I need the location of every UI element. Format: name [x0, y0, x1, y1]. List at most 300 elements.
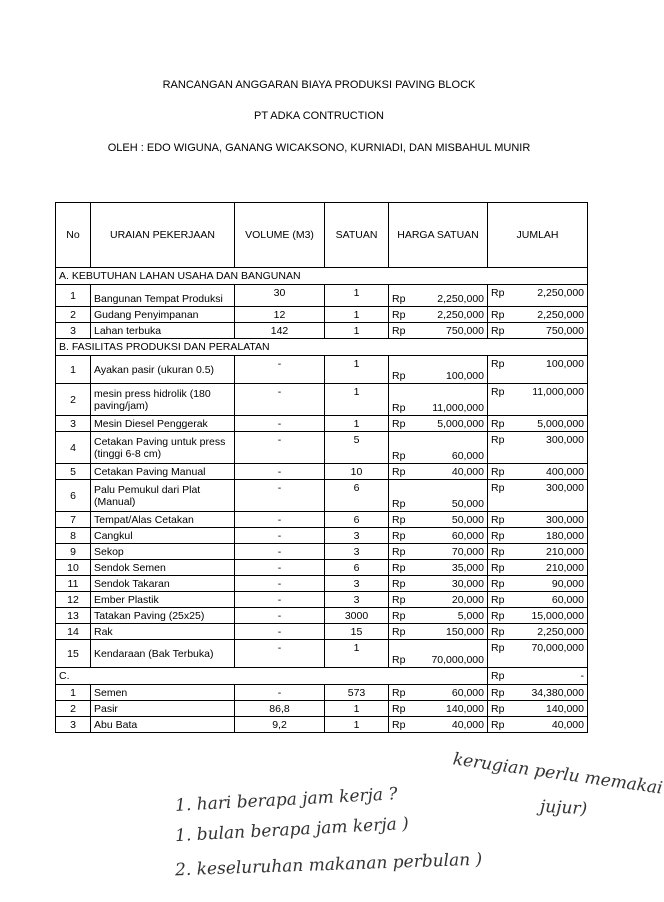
money-cell — [488, 464, 588, 480]
section-row — [56, 268, 588, 285]
money-cell — [488, 480, 588, 512]
money-value — [392, 402, 484, 414]
currency-label: Rp — [392, 465, 406, 478]
row-satuan: 1 — [325, 416, 389, 432]
row-satuan: 5 — [325, 432, 389, 464]
amount: 30,000 — [451, 577, 484, 590]
money-cell — [488, 528, 588, 544]
currency-label: Rp — [491, 670, 505, 682]
currency-label: Rp — [491, 417, 505, 430]
row-volume: 142 — [235, 323, 325, 339]
row-description: Palu Pemukul dari Plat (Manual) — [91, 480, 235, 512]
money-value — [491, 562, 584, 574]
money-cell — [488, 512, 588, 528]
currency-label: Rp — [491, 324, 505, 337]
money-value — [491, 466, 584, 478]
currency-label: Rp — [392, 625, 406, 638]
table-row — [56, 464, 588, 480]
row-satuan: 6 — [325, 512, 389, 528]
row-number: 6 — [56, 480, 91, 512]
row-volume: - — [235, 528, 325, 544]
row-number: 3 — [56, 717, 91, 733]
money-cell — [488, 544, 588, 560]
row-satuan: 6 — [325, 560, 389, 576]
amount: 180,000 — [546, 529, 584, 542]
table-row — [56, 307, 588, 323]
amount: 100,000 — [446, 370, 484, 382]
table-row — [56, 285, 588, 307]
amount: 70,000,000 — [531, 642, 584, 654]
amount: 400,000 — [546, 465, 584, 478]
row-number: 3 — [56, 416, 91, 432]
money-value — [491, 670, 584, 682]
row-satuan: 1 — [325, 356, 389, 384]
column-header: JUMLAH — [488, 203, 588, 268]
row-description: Ember Plastik — [91, 592, 235, 608]
money-value — [491, 719, 584, 731]
table-row — [56, 685, 588, 701]
currency-label: Rp — [491, 386, 505, 398]
amount: 60,000 — [451, 450, 484, 462]
authors-line: OLEH : EDO WIGUNA, GANANG WICAKSONO, KURNIADI, DAN MISBAHUL MUNIR — [107, 142, 531, 154]
amount: 750,000 — [546, 324, 584, 337]
money-value — [491, 482, 584, 494]
row-volume: 9,2 — [235, 717, 325, 733]
table-row — [56, 717, 588, 733]
row-description: Sendok Takaran — [91, 576, 235, 592]
money-value — [491, 530, 584, 542]
currency-label: Rp — [491, 718, 505, 731]
money-cell — [389, 624, 488, 640]
amount: 20,000 — [451, 593, 484, 606]
money-value — [392, 654, 484, 666]
currency-label: Rp — [392, 293, 406, 305]
currency-label: Rp — [491, 593, 505, 606]
amount: 15,000,000 — [531, 609, 584, 622]
amount: 11,000,000 — [532, 386, 584, 398]
handwritten-note: jujur) — [539, 796, 588, 820]
amount: 34,380,000 — [531, 686, 584, 699]
money-value — [392, 626, 484, 638]
money-cell — [389, 560, 488, 576]
money-value — [392, 309, 484, 321]
money-value — [392, 293, 484, 305]
currency-label: Rp — [392, 545, 406, 558]
money-cell — [389, 717, 488, 733]
amount: 60,000 — [451, 529, 484, 542]
currency-label: Rp — [491, 686, 505, 699]
table-row — [56, 356, 588, 384]
money-value — [392, 610, 484, 622]
currency-label: Rp — [491, 625, 505, 638]
money-cell — [389, 384, 488, 416]
row-satuan: 1 — [325, 384, 389, 416]
row-volume: 30 — [235, 285, 325, 307]
amount: 11,000,000 — [432, 402, 484, 414]
row-description: Kendaraan (Bak Terbuka) — [91, 640, 235, 668]
row-satuan: 10 — [325, 464, 389, 480]
money-cell — [488, 592, 588, 608]
money-value — [392, 418, 484, 430]
amount: 100,000 — [546, 358, 584, 370]
currency-label: Rp — [491, 577, 505, 590]
row-number: 1 — [56, 356, 91, 384]
money-value — [491, 546, 584, 558]
row-satuan: 1 — [325, 307, 389, 323]
row-number: 12 — [56, 592, 91, 608]
table-row — [56, 528, 588, 544]
row-volume: - — [235, 608, 325, 624]
currency-label: Rp — [392, 450, 406, 462]
amount: 750,000 — [446, 324, 484, 337]
row-number: 7 — [56, 512, 91, 528]
money-cell — [488, 576, 588, 592]
amount: - — [580, 670, 584, 682]
money-cell — [389, 608, 488, 624]
currency-label: Rp — [491, 287, 505, 299]
row-satuan: 573 — [325, 685, 389, 701]
amount: 2,250,000 — [437, 308, 484, 321]
row-number: 10 — [56, 560, 91, 576]
currency-label: Rp — [392, 609, 406, 622]
table-body — [56, 268, 588, 733]
money-value — [392, 703, 484, 715]
table-row — [56, 432, 588, 464]
amount: 60,000 — [551, 593, 584, 606]
row-number: 15 — [56, 640, 91, 668]
money-value — [392, 498, 484, 510]
money-value — [392, 325, 484, 337]
currency-label: Rp — [392, 370, 406, 382]
money-value — [491, 594, 584, 606]
money-value — [392, 594, 484, 606]
currency-label: Rp — [491, 434, 505, 446]
section-title: A. KEBUTUHAN LAHAN USAHA DAN BANGUNAN — [56, 268, 588, 285]
column-header: VOLUME (M3) — [235, 203, 325, 268]
row-volume: - — [235, 384, 325, 416]
row-number: 13 — [56, 608, 91, 624]
row-number: 1 — [56, 685, 91, 701]
amount: 2,250,000 — [537, 287, 584, 299]
row-satuan: 15 — [325, 624, 389, 640]
money-value — [392, 562, 484, 574]
row-volume: - — [235, 512, 325, 528]
currency-label: Rp — [392, 577, 406, 590]
amount: 5,000,000 — [437, 417, 484, 430]
money-value — [392, 514, 484, 526]
money-value — [491, 642, 584, 654]
row-description: Cetakan Paving untuk press (tinggi 6-8 cm) — [91, 432, 235, 464]
currency-label: Rp — [392, 702, 406, 715]
row-description: mesin press hidrolik (180 paving/jam) — [91, 384, 235, 416]
money-value — [392, 370, 484, 382]
money-cell — [488, 307, 588, 323]
money-cell — [488, 701, 588, 717]
section-title: C. — [56, 668, 488, 685]
currency-label: Rp — [392, 686, 406, 699]
amount: 40,000 — [451, 465, 484, 478]
currency-label: Rp — [491, 358, 505, 370]
money-cell — [389, 356, 488, 384]
currency-label: Rp — [491, 529, 505, 542]
row-description: Tempat/Alas Cetakan — [91, 512, 235, 528]
money-cell — [488, 560, 588, 576]
currency-label: Rp — [392, 718, 406, 731]
row-volume: - — [235, 416, 325, 432]
currency-label: Rp — [491, 609, 505, 622]
document-title: RANCANGAN ANGGARAN BIAYA PRODUKSI PAVING BLOCK — [162, 79, 476, 91]
currency-label: Rp — [392, 654, 406, 666]
amount: 70,000 — [451, 545, 484, 558]
row-number: 2 — [56, 307, 91, 323]
row-volume: - — [235, 464, 325, 480]
money-value — [392, 450, 484, 462]
row-satuan: 3 — [325, 544, 389, 560]
handwritten-note: 1. hari berapa jam kerja ? — [174, 784, 399, 816]
row-volume: - — [235, 592, 325, 608]
row-satuan: 3 — [325, 528, 389, 544]
row-volume: 86,8 — [235, 701, 325, 717]
money-cell — [389, 432, 488, 464]
money-value — [392, 687, 484, 699]
row-satuan: 1 — [325, 285, 389, 307]
money-cell — [488, 685, 588, 701]
company-name: PT ADKA CONTRUCTION — [254, 110, 384, 122]
money-cell — [389, 701, 488, 717]
row-description: Rak — [91, 624, 235, 640]
row-number: 8 — [56, 528, 91, 544]
row-volume: - — [235, 624, 325, 640]
row-volume: - — [235, 480, 325, 512]
money-cell — [488, 668, 588, 685]
money-cell — [389, 307, 488, 323]
row-number: 2 — [56, 701, 91, 717]
currency-label: Rp — [491, 642, 505, 654]
money-cell — [389, 592, 488, 608]
row-description: Bangunan Tempat Produksi — [91, 285, 235, 307]
currency-label: Rp — [392, 529, 406, 542]
amount: 140,000 — [446, 702, 484, 715]
money-value — [392, 578, 484, 590]
currency-label: Rp — [491, 545, 505, 558]
table-header-row — [56, 203, 588, 268]
table-row — [56, 592, 588, 608]
money-value — [491, 287, 584, 299]
money-value — [491, 358, 584, 370]
row-number: 2 — [56, 384, 91, 416]
currency-label: Rp — [392, 498, 406, 510]
money-cell — [389, 544, 488, 560]
table-row — [56, 608, 588, 624]
amount: 2,250,000 — [537, 625, 584, 638]
money-cell — [488, 323, 588, 339]
row-number: 11 — [56, 576, 91, 592]
row-volume: - — [235, 560, 325, 576]
handwritten-note: kerugian perlu memakai — [451, 749, 664, 799]
handwritten-note: 1. bulan berapa jam kerja ) — [174, 813, 410, 847]
amount: 5,000,000 — [537, 417, 584, 430]
row-number: 9 — [56, 544, 91, 560]
table-row — [56, 323, 588, 339]
currency-label: Rp — [392, 308, 406, 321]
row-description: Gudang Penyimpanan — [91, 307, 235, 323]
section-row — [56, 668, 588, 685]
row-volume: - — [235, 432, 325, 464]
row-description: Abu Bata — [91, 717, 235, 733]
money-cell — [389, 528, 488, 544]
row-satuan: 6 — [325, 480, 389, 512]
money-cell — [389, 416, 488, 432]
table-row — [56, 480, 588, 512]
row-satuan: 3000 — [325, 608, 389, 624]
row-number: 3 — [56, 323, 91, 339]
money-value — [491, 687, 584, 699]
amount: 2,250,000 — [437, 293, 484, 305]
amount: 60,000 — [451, 686, 484, 699]
row-description: Pasir — [91, 701, 235, 717]
amount: 210,000 — [546, 561, 584, 574]
table-row — [56, 624, 588, 640]
money-cell — [389, 480, 488, 512]
table-row — [56, 384, 588, 416]
money-cell — [488, 717, 588, 733]
table-row — [56, 640, 588, 668]
currency-label: Rp — [392, 417, 406, 430]
currency-label: Rp — [392, 593, 406, 606]
amount: 70,000,000 — [431, 654, 484, 666]
row-description: Tatakan Paving (25x25) — [91, 608, 235, 624]
money-value — [491, 325, 584, 337]
row-description: Cangkul — [91, 528, 235, 544]
table-row — [56, 701, 588, 717]
amount: 300,000 — [546, 482, 584, 494]
amount: 35,000 — [451, 561, 484, 574]
money-cell — [488, 608, 588, 624]
row-volume: - — [235, 356, 325, 384]
table-row — [56, 560, 588, 576]
money-cell — [488, 416, 588, 432]
money-value — [491, 434, 584, 446]
row-satuan: 3 — [325, 592, 389, 608]
money-value — [392, 546, 484, 558]
row-number: 5 — [56, 464, 91, 480]
amount: 300,000 — [546, 513, 584, 526]
row-satuan: 1 — [325, 323, 389, 339]
money-cell — [488, 432, 588, 464]
money-cell — [389, 464, 488, 480]
money-cell — [488, 640, 588, 668]
money-cell — [488, 285, 588, 307]
budget-table — [55, 202, 588, 733]
row-description: Sekop — [91, 544, 235, 560]
row-satuan: 3 — [325, 576, 389, 592]
row-description: Sendok Semen — [91, 560, 235, 576]
money-cell — [488, 356, 588, 384]
money-cell — [488, 624, 588, 640]
amount: 210,000 — [546, 545, 584, 558]
row-satuan: 1 — [325, 717, 389, 733]
amount: 90,000 — [551, 577, 584, 590]
money-value — [491, 309, 584, 321]
column-header: URAIAN PEKERJAAN — [91, 203, 235, 268]
money-value — [392, 530, 484, 542]
row-volume: - — [235, 576, 325, 592]
currency-label: Rp — [491, 482, 505, 494]
money-cell — [389, 285, 488, 307]
row-description: Lahan terbuka — [91, 323, 235, 339]
row-description: Mesin Diesel Penggerak — [91, 416, 235, 432]
money-value — [392, 466, 484, 478]
column-header: HARGA SATUAN — [389, 203, 488, 268]
money-value — [392, 719, 484, 731]
currency-label: Rp — [491, 513, 505, 526]
amount: 40,000 — [451, 718, 484, 731]
currency-label: Rp — [491, 465, 505, 478]
money-value — [491, 386, 584, 398]
table-row — [56, 576, 588, 592]
row-satuan: 1 — [325, 701, 389, 717]
row-description: Semen — [91, 685, 235, 701]
row-volume: 12 — [235, 307, 325, 323]
row-description: Ayakan pasir (ukuran 0.5) — [91, 356, 235, 384]
money-value — [491, 514, 584, 526]
amount: 300,000 — [546, 434, 584, 446]
handwritten-note: 2. keseluruhan makanan perbulan ) — [174, 849, 483, 881]
money-value — [491, 418, 584, 430]
row-number: 14 — [56, 624, 91, 640]
row-volume: - — [235, 544, 325, 560]
amount: 140,000 — [546, 702, 584, 715]
currency-label: Rp — [392, 561, 406, 574]
money-value — [491, 703, 584, 715]
currency-label: Rp — [491, 561, 505, 574]
section-title: B. FASILITAS PRODUKSI DAN PERALATAN — [56, 339, 588, 356]
money-cell — [389, 685, 488, 701]
row-description: Cetakan Paving Manual — [91, 464, 235, 480]
table-row — [56, 416, 588, 432]
table-row — [56, 544, 588, 560]
money-value — [491, 578, 584, 590]
row-number: 1 — [56, 285, 91, 307]
money-cell — [389, 323, 488, 339]
column-header: No — [56, 203, 91, 268]
currency-label: Rp — [392, 402, 406, 414]
money-cell — [389, 640, 488, 668]
table-row — [56, 512, 588, 528]
currency-label: Rp — [392, 324, 406, 337]
row-satuan: 1 — [325, 640, 389, 668]
money-cell — [488, 384, 588, 416]
money-cell — [389, 576, 488, 592]
amount: 150,000 — [446, 625, 484, 638]
section-row — [56, 339, 588, 356]
amount: 5,000 — [457, 609, 484, 622]
money-cell — [389, 512, 488, 528]
row-number: 4 — [56, 432, 91, 464]
row-volume: - — [235, 640, 325, 668]
money-value — [491, 626, 584, 638]
money-value — [491, 610, 584, 622]
currency-label: Rp — [491, 702, 505, 715]
amount: 40,000 — [551, 718, 584, 731]
amount: 2,250,000 — [537, 308, 584, 321]
amount: 50,000 — [451, 513, 484, 526]
amount: 50,000 — [451, 498, 484, 510]
column-header: SATUAN — [325, 203, 389, 268]
currency-label: Rp — [491, 308, 505, 321]
row-volume: - — [235, 685, 325, 701]
currency-label: Rp — [392, 513, 406, 526]
